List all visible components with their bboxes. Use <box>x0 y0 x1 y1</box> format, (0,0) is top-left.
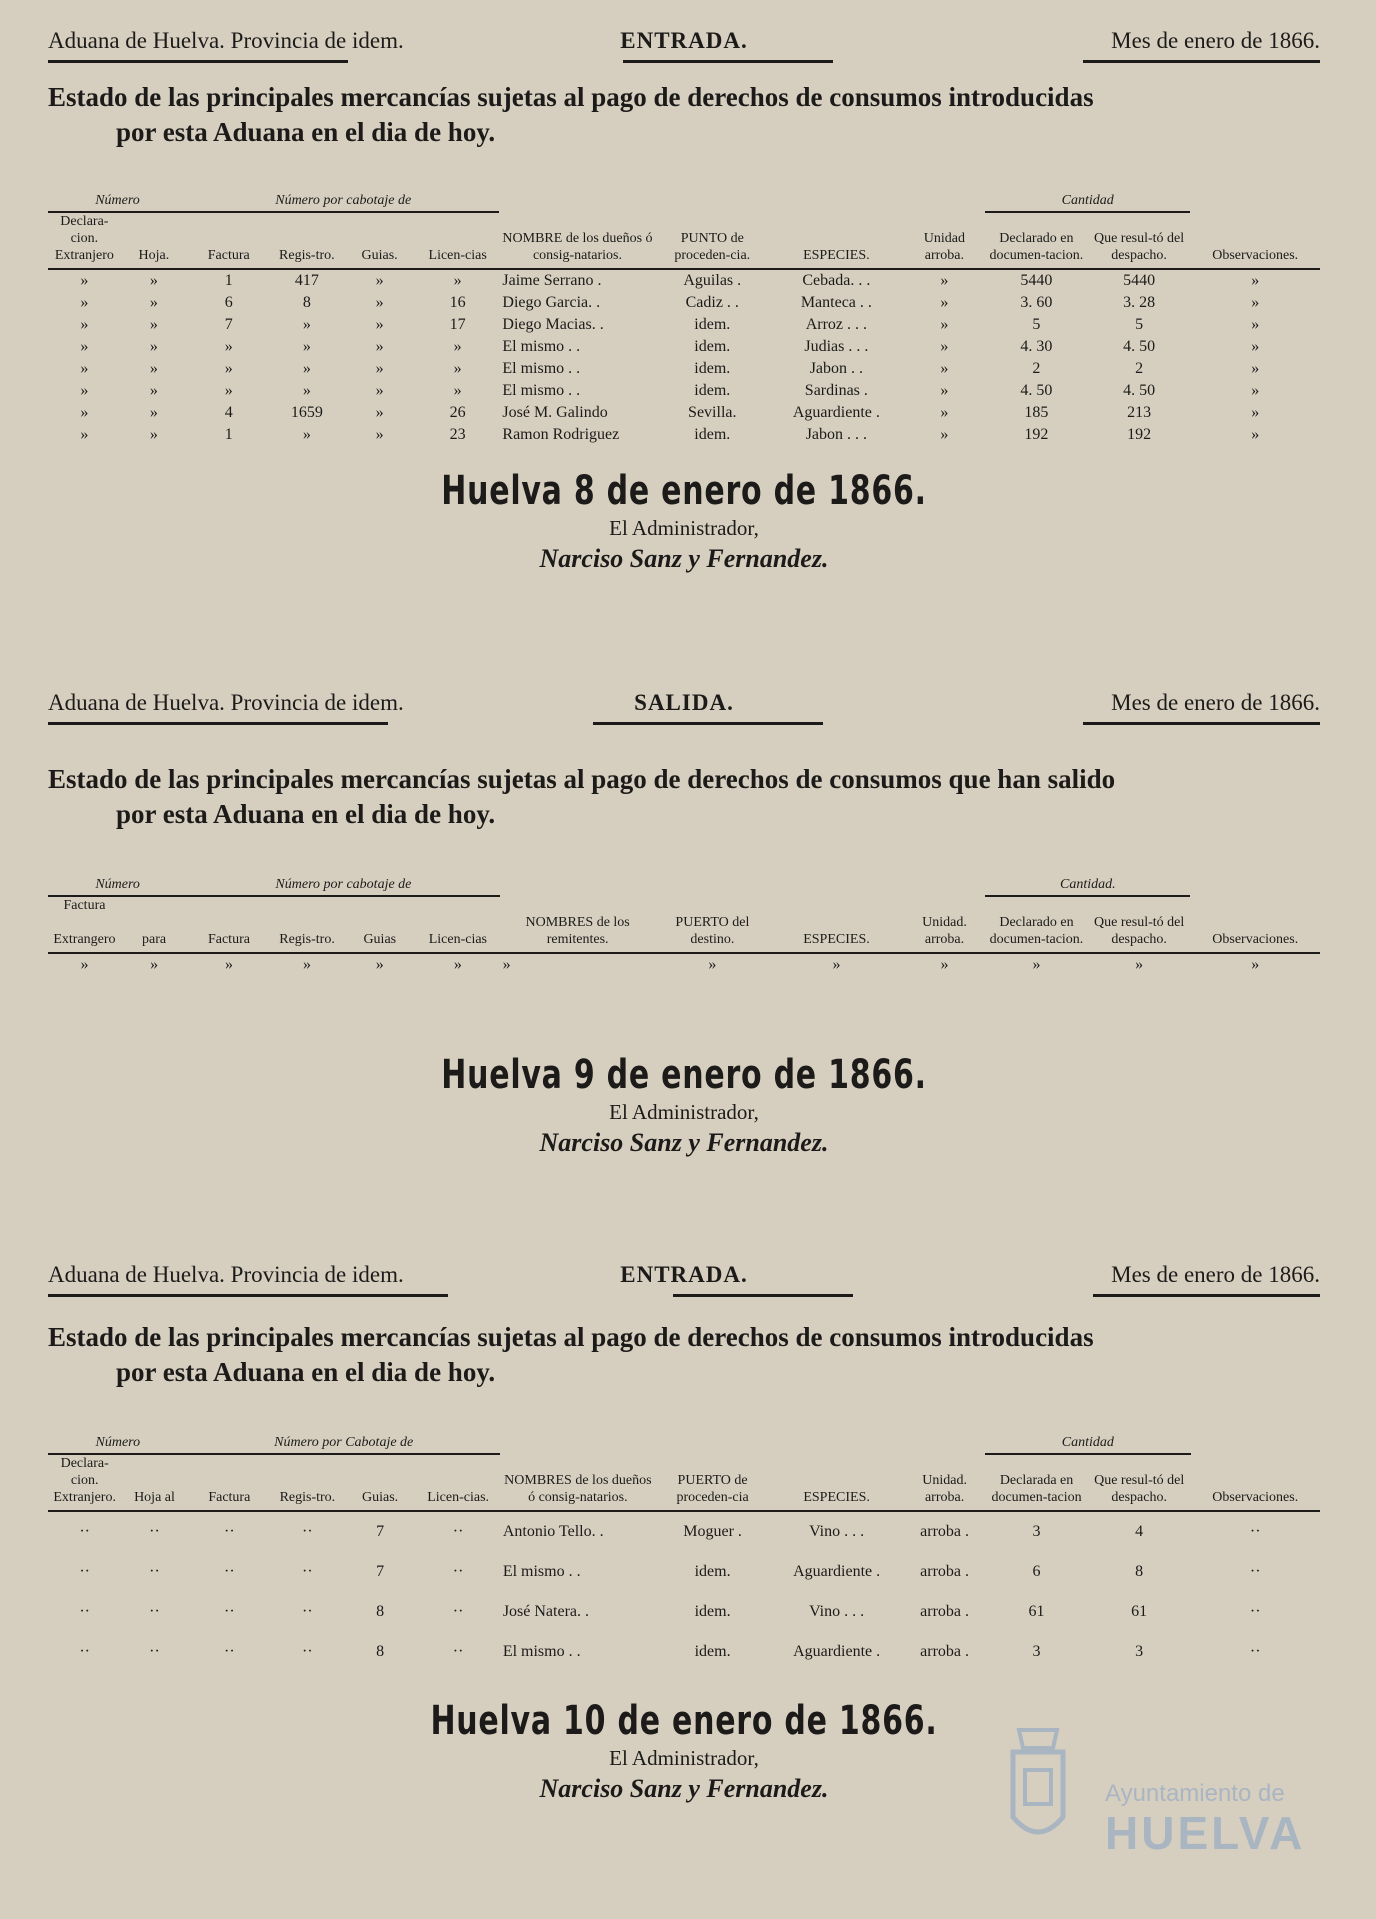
table-cell: » <box>149 294 158 311</box>
table-cell: » <box>150 956 159 973</box>
table-cell: » <box>1032 956 1041 973</box>
table-cell: 3 <box>1135 1643 1144 1660</box>
table-cell: Judias . . . <box>804 338 869 355</box>
table-cell: 192 <box>1127 426 1152 443</box>
header-right: Mes de enero de 1866. <box>1111 28 1320 53</box>
table-cell: 8 <box>1135 1563 1144 1580</box>
section-title <box>48 762 1320 832</box>
table-cell: 61 <box>1131 1603 1148 1620</box>
table-cell: 5 <box>1032 316 1041 333</box>
section-entrada-8 <box>48 28 1320 576</box>
table-cell: El mismo . . <box>502 382 581 399</box>
table-cell: idem. <box>694 316 731 333</box>
table-cell: idem. <box>694 382 731 399</box>
section-title <box>48 1320 1320 1390</box>
header-right: Mes de enero de 1866. <box>1111 1262 1320 1287</box>
table-cell: » <box>375 338 384 355</box>
table-cell: 2 <box>1032 360 1041 377</box>
table-cell: 8 <box>302 294 311 311</box>
title-line2: por esta Aduana en el dia de hoy. <box>116 1357 496 1387</box>
table-cell: ·· <box>149 1643 160 1660</box>
col-header: NOMBRES de los remitentes. <box>500 896 656 953</box>
table-cell: 6 <box>224 294 233 311</box>
table-cell: ·· <box>223 1643 235 1660</box>
signature-date: Huelva 8 de enero de 1866. <box>441 468 927 514</box>
table-cell: » <box>375 316 384 333</box>
table-cell: » <box>940 294 949 311</box>
col-header: Guias <box>343 896 416 953</box>
table-cell: 417 <box>294 272 319 289</box>
table-cell: » <box>149 426 158 443</box>
table-cell: 7 <box>376 1563 385 1580</box>
table-cell: 5 <box>1135 316 1144 333</box>
col-header: Licen-cias <box>416 896 499 953</box>
table-cell: idem. <box>694 1603 731 1620</box>
table-cell: 5440 <box>1123 272 1156 289</box>
col-header: para <box>121 896 187 953</box>
table-row <box>48 1592 1320 1632</box>
section-salida-9 <box>48 690 1320 1160</box>
table-cell: ·· <box>223 1523 235 1540</box>
signature-admin: El Administrador, <box>609 1100 759 1124</box>
table-cell: 2 <box>1135 360 1144 377</box>
header-left: Aduana de Huelva. Provincia de idem. <box>48 28 404 53</box>
table-cell: » <box>1251 294 1260 311</box>
col-header: Declarada en documen-tacion <box>985 1454 1088 1511</box>
col-header: Hoja. <box>121 212 187 269</box>
table-row <box>48 336 1320 358</box>
table-cell: 1 <box>224 272 233 289</box>
col-header: Declara-cion. Extranjero. <box>48 1454 121 1511</box>
table-cell: » <box>375 426 384 443</box>
header-right: Mes de enero de 1866. <box>1111 690 1320 715</box>
header-rule <box>623 60 833 63</box>
table-cell: Sardinas . <box>804 382 868 399</box>
table-cell: 7 <box>224 316 233 333</box>
table-cell: arroba . <box>920 1563 970 1580</box>
table-cell: arroba . <box>920 1643 970 1660</box>
header-rule <box>1083 60 1320 63</box>
table-cell: Aguardiente . <box>793 1563 881 1580</box>
table-cell: arroba . <box>920 1523 970 1540</box>
table-cell: 7 <box>376 1523 385 1540</box>
table-cell: » <box>149 272 158 289</box>
table-cell: idem. <box>694 426 731 443</box>
table-cell: » <box>453 360 462 377</box>
table-cell: El mismo . . <box>502 360 581 377</box>
watermark <box>1005 1720 1335 1860</box>
table-cell: 16 <box>449 294 466 311</box>
table-cell: » <box>224 956 233 973</box>
table-cell: ·· <box>79 1643 90 1660</box>
header-rule <box>1093 1294 1320 1297</box>
table-cell: » <box>1251 382 1260 399</box>
table-cell: » <box>375 956 384 973</box>
table-cell: 26 <box>449 404 466 421</box>
table-cell: » <box>80 294 89 311</box>
table-cell: Ramon Rodriguez <box>502 426 620 443</box>
table-cell: ·· <box>302 1643 313 1660</box>
table-cell: » <box>224 382 233 399</box>
header-center: ENTRADA. <box>620 28 748 53</box>
table-cell: idem. <box>694 338 731 355</box>
table-cell: » <box>940 382 949 399</box>
col-header: Licen-cias. <box>416 1454 499 1511</box>
signature-admin: El Administrador, <box>609 516 759 540</box>
col-header: Regis-tro. <box>271 896 344 953</box>
group-cantidad: Cantidad <box>985 1434 1190 1454</box>
col-header: Declara-cion. Extranjero <box>48 212 121 269</box>
col-header: Guias. <box>343 212 416 269</box>
group-numero: Número <box>48 192 187 212</box>
col-header: ESPECIES. <box>769 212 904 269</box>
watermark-line2: HUELVA <box>1105 1807 1306 1859</box>
group-cantidad: Cantidad <box>985 192 1190 212</box>
header-center: ENTRADA. <box>620 1262 748 1287</box>
table-cell: ·· <box>149 1603 160 1620</box>
table-cell: » <box>80 272 89 289</box>
table-cell: ·· <box>1249 1563 1261 1580</box>
table-cell: » <box>224 338 233 355</box>
table-cell: » <box>502 956 511 973</box>
table-cell: José Natera. . <box>502 1603 589 1620</box>
title-line2: por esta Aduana en el dia de hoy. <box>116 117 496 147</box>
table-cell: Jaime Serrano . <box>502 272 602 289</box>
table-cell: » <box>149 338 158 355</box>
table-cell: ·· <box>302 1603 313 1620</box>
table-cell: 3. 28 <box>1123 294 1156 311</box>
table-row <box>48 314 1320 336</box>
col-header: NOMBRE de los dueños ó consig-natarios. <box>499 212 655 269</box>
header-left: Aduana de Huelva. Provincia de idem. <box>48 1262 404 1287</box>
header-rule <box>48 60 348 63</box>
table-cell: ·· <box>452 1643 464 1660</box>
table-cell: » <box>832 956 841 973</box>
col-header: Observaciones. <box>1190 212 1320 269</box>
table-row <box>48 292 1320 314</box>
table-cell: » <box>80 382 89 399</box>
signature-name: Narciso Sanz y Fernandez. <box>539 1128 829 1157</box>
table-cell: » <box>302 338 311 355</box>
col-header: Observaciones. <box>1191 1454 1321 1511</box>
table-cell: » <box>940 316 949 333</box>
table-cell: Aguardiente . <box>792 404 880 421</box>
title-line1: Estado de las principales mercancías sujetas al pago de derechos de consumos que han salido <box>48 764 1116 794</box>
table-cell: 192 <box>1024 426 1049 443</box>
table-cell: Jabon . . . <box>805 426 868 443</box>
group-cabotaje: Número por cabotaje de <box>187 192 499 212</box>
table-cell: » <box>1251 316 1260 333</box>
table-cell: idem. <box>694 1643 731 1660</box>
table-cell: » <box>940 338 949 355</box>
signature-block <box>48 1052 1320 1160</box>
table-row <box>48 1552 1320 1592</box>
table-cell: El mismo . . <box>502 1643 581 1660</box>
table-cell: El mismo . . <box>502 338 581 355</box>
signature-date: Huelva 10 de enero de 1866. <box>430 1698 938 1744</box>
goods-table <box>48 1434 1320 1672</box>
table-row <box>48 424 1320 446</box>
header-center: SALIDA. <box>634 690 734 715</box>
table-cell: 4 <box>224 404 233 421</box>
table-cell: » <box>80 360 89 377</box>
table-cell: ·· <box>1249 1603 1261 1620</box>
col-header: Que resul-tó del despacho. <box>1088 896 1191 953</box>
table-cell: » <box>149 404 158 421</box>
table-cell: ·· <box>79 1523 90 1540</box>
group-cabotaje: Número por cabotaje de <box>187 876 499 896</box>
table-cell: » <box>375 360 384 377</box>
table-cell: » <box>80 426 89 443</box>
table-cell: » <box>1251 338 1260 355</box>
table-cell: » <box>149 382 158 399</box>
col-header: ESPECIES. <box>769 1454 904 1511</box>
table-cell: » <box>1251 426 1260 443</box>
table-cell: arroba . <box>920 1603 970 1620</box>
header-left: Aduana de Huelva. Provincia de idem. <box>48 690 404 715</box>
table-cell: » <box>303 956 312 973</box>
table-cell: » <box>80 956 89 973</box>
goods-table <box>48 876 1320 976</box>
col-header: Factura Extrangero <box>48 896 121 953</box>
table-cell: ·· <box>302 1523 313 1540</box>
table-cell: 5440 <box>1020 272 1053 289</box>
table-cell: 8 <box>376 1603 385 1620</box>
table-cell: ·· <box>302 1563 313 1580</box>
signature-date: Huelva 9 de enero de 1866. <box>441 1052 927 1098</box>
watermark-line1: Ayuntamiento de <box>1105 1780 1285 1807</box>
table-cell: » <box>375 404 384 421</box>
col-header: PUNTO de proceden-cia. <box>656 212 769 269</box>
col-header: NOMBRES de los dueños ó consig-natarios. <box>500 1454 656 1511</box>
section-header <box>48 28 1320 68</box>
table-cell: 1659 <box>290 404 323 421</box>
table-cell: » <box>375 272 384 289</box>
table-cell: 8 <box>376 1643 385 1660</box>
table-cell: ·· <box>1249 1643 1261 1660</box>
table-cell: » <box>453 272 462 289</box>
table-cell: » <box>224 360 233 377</box>
section-title <box>48 80 1320 150</box>
col-header: Factura <box>188 1454 271 1511</box>
table-cell: » <box>1251 956 1260 973</box>
col-header: Factura <box>187 896 270 953</box>
table-cell: ·· <box>452 1563 464 1580</box>
goods-table <box>48 192 1320 446</box>
table-cell: » <box>453 382 462 399</box>
table-cell: Diego Garcia. . <box>502 294 601 311</box>
group-cabotaje: Número por Cabotaje de <box>188 1434 500 1454</box>
table-cell: 3 <box>1032 1643 1041 1660</box>
col-header: Observaciones. <box>1190 896 1320 953</box>
col-header: Que resul-tó del despacho. <box>1088 212 1191 269</box>
table-cell: El mismo . . <box>502 1563 581 1580</box>
col-header: Que resul-tó del despacho. <box>1088 1454 1191 1511</box>
signature-admin: El Administrador, <box>609 1746 759 1770</box>
table-cell: » <box>940 956 949 973</box>
table-cell: » <box>302 316 311 333</box>
table-cell: Antonio Tello. . <box>502 1523 604 1540</box>
table-cell: 17 <box>449 316 466 333</box>
col-header: Factura <box>187 212 270 269</box>
table-cell: 23 <box>449 426 466 443</box>
table-cell: 61 <box>1028 1603 1045 1620</box>
table-cell: » <box>940 404 949 421</box>
table-cell: Vino . . . <box>809 1523 865 1540</box>
table-row <box>48 269 1320 292</box>
table-cell: 4. 50 <box>1020 382 1053 399</box>
section-header <box>48 1262 1320 1302</box>
table-cell: » <box>80 404 89 421</box>
title-line2: por esta Aduana en el dia de hoy. <box>116 799 496 829</box>
table-cell: ·· <box>223 1603 235 1620</box>
header-rule <box>48 722 388 725</box>
table-cell: » <box>149 360 158 377</box>
signature-name: Narciso Sanz y Fernandez. <box>539 544 829 573</box>
table-cell: » <box>302 426 311 443</box>
table-cell: » <box>1251 272 1260 289</box>
table-cell: ·· <box>149 1563 160 1580</box>
col-header: Unidad arroba. <box>904 212 985 269</box>
table-cell: » <box>708 956 717 973</box>
table-cell: 1 <box>224 426 233 443</box>
table-cell: Cadiz . . <box>685 294 739 311</box>
table-cell: » <box>375 382 384 399</box>
table-cell: » <box>940 272 949 289</box>
table-cell: Sevilla. <box>688 404 737 421</box>
table-cell: » <box>453 338 462 355</box>
table-row <box>48 358 1320 380</box>
table-cell: Vino . . . <box>809 1603 865 1620</box>
col-header: ESPECIES. <box>769 896 904 953</box>
table-cell: » <box>940 426 949 443</box>
table-cell: » <box>149 316 158 333</box>
table-cell: Aguilas . <box>683 272 742 289</box>
table-cell: Moguer . <box>683 1523 742 1540</box>
table-cell: 4 <box>1135 1523 1144 1540</box>
table-cell: Jabon . . <box>809 360 864 377</box>
table-cell: » <box>302 360 311 377</box>
group-numero: Número <box>48 876 187 896</box>
col-header: Regis-tro. <box>271 1454 344 1511</box>
header-rule <box>673 1294 853 1297</box>
table-cell: 4. 30 <box>1020 338 1053 355</box>
table-cell: » <box>1135 956 1144 973</box>
table-cell: 6 <box>1032 1563 1041 1580</box>
table-cell: » <box>1251 404 1260 421</box>
table-cell: » <box>302 382 311 399</box>
header-rule <box>1083 722 1320 725</box>
table-row <box>48 402 1320 424</box>
col-header: Licen-cias <box>416 212 499 269</box>
col-header: Declarado en documen-tacion. <box>985 896 1088 953</box>
col-header: Declarado en documen-tacion. <box>985 212 1088 269</box>
table-cell: Aguardiente . <box>793 1643 881 1660</box>
title-line1: Estado de las principales mercancías sujetas al pago de derechos de consumos introducidas <box>48 1322 1094 1352</box>
table-cell: ·· <box>79 1603 90 1620</box>
table-cell: 185 <box>1024 404 1049 421</box>
table-cell: ·· <box>223 1563 235 1580</box>
table-cell: » <box>80 338 89 355</box>
table-cell: 3 <box>1032 1523 1041 1540</box>
col-header: PUERTO del destino. <box>656 896 769 953</box>
col-header: PUERTO de proceden-cia <box>656 1454 769 1511</box>
signature-name: Narciso Sanz y Fernandez. <box>539 1774 829 1803</box>
table-cell: » <box>453 956 462 973</box>
table-cell: ·· <box>452 1603 464 1620</box>
table-cell: idem. <box>694 1563 731 1580</box>
table-cell: 213 <box>1127 404 1152 421</box>
table-cell: » <box>940 360 949 377</box>
col-header: Guias. <box>344 1454 417 1511</box>
table-cell: Diego Macias. . <box>502 316 604 333</box>
table-cell: » <box>375 294 384 311</box>
table-cell: Manteca . . <box>800 294 872 311</box>
signature-block <box>48 468 1320 576</box>
col-header: Unidad. arroba. <box>904 896 985 953</box>
table-cell: ·· <box>79 1563 90 1580</box>
col-header: Unidad. arroba. <box>904 1454 985 1511</box>
table-cell: ·· <box>1249 1523 1261 1540</box>
section-header <box>48 690 1320 730</box>
table-cell: ·· <box>149 1523 160 1540</box>
header-rule <box>48 1294 448 1297</box>
header-rule <box>593 722 823 725</box>
coat-of-arms-icon <box>1005 1722 1071 1852</box>
table-cell: » <box>1251 360 1260 377</box>
table-cell: José M. Galindo <box>502 404 608 421</box>
table-row <box>48 380 1320 402</box>
col-header: Hoja al <box>121 1454 187 1511</box>
col-header: Regis-tro. <box>270 212 343 269</box>
table-row <box>48 953 1320 976</box>
table-cell: » <box>80 316 89 333</box>
table-cell: 4. 50 <box>1123 338 1156 355</box>
table-cell: idem. <box>694 360 731 377</box>
title-line1: Estado de las principales mercancías sujetas al pago de derechos de consumos introducidas <box>48 82 1094 112</box>
table-cell: ·· <box>452 1523 464 1540</box>
group-cantidad: Cantidad. <box>985 876 1190 896</box>
table-cell: 3. 60 <box>1020 294 1053 311</box>
table-row <box>48 1632 1320 1672</box>
group-numero: Número <box>48 1434 188 1454</box>
table-cell: Cebada. . . <box>802 272 871 289</box>
table-cell: Arroz . . . <box>805 316 868 333</box>
table-cell: 4. 50 <box>1123 382 1156 399</box>
table-row <box>48 1511 1320 1552</box>
